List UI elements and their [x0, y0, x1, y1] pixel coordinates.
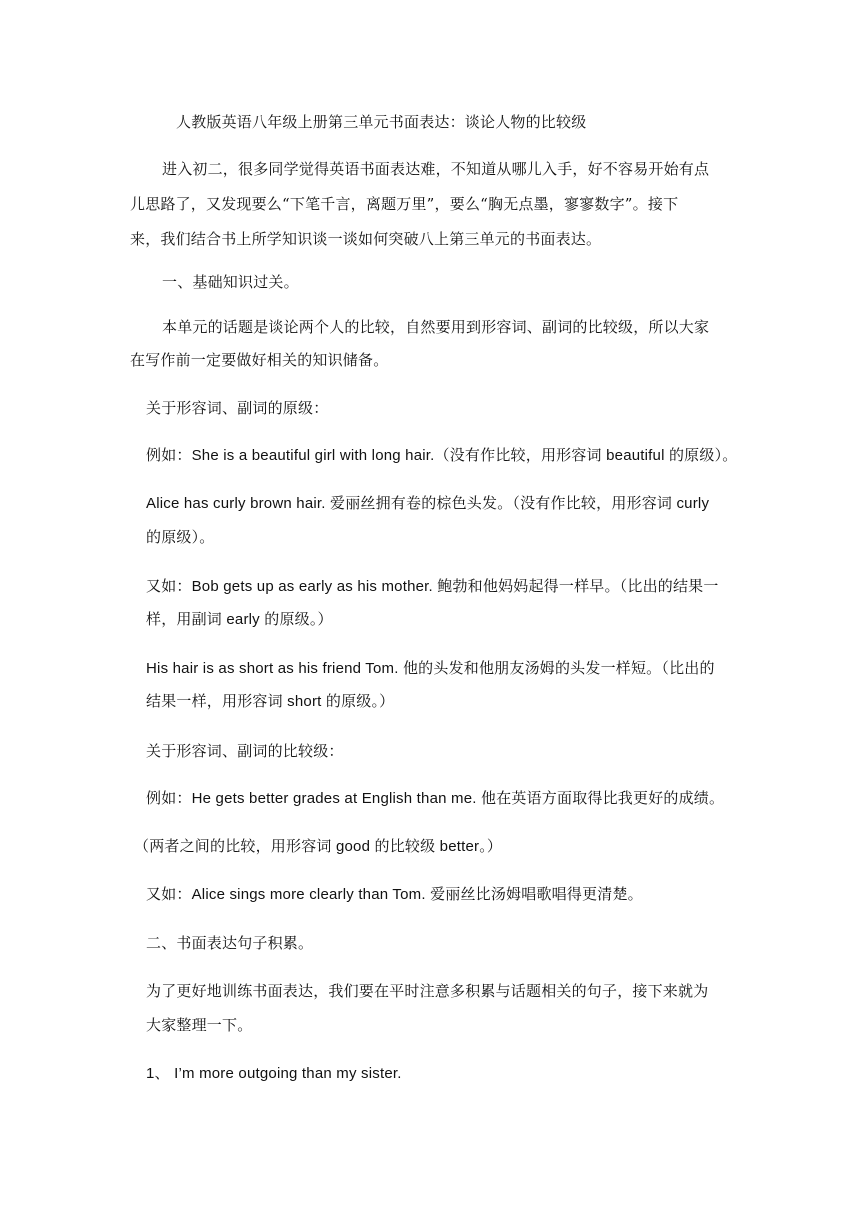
- section2-para-line-2: 大家整理一下。: [146, 1016, 253, 1034]
- comparative-example-3: 又如：Alice sings more clearly than Tom. 爱丽丝比汤姆唱歌唱得更清楚。: [146, 886, 643, 903]
- positive-example-4: 又如：Bob gets up as early as his mother. 鲍勃和他妈妈起得一样早。（比出的结果一: [146, 578, 719, 595]
- positive-example-3: 的原级）。: [146, 529, 215, 546]
- section1-para-line-1: 本单元的话题是谈论两个人的比较，自然要用到形容词、副词的比较级，所以大家: [162, 318, 710, 336]
- intro-line-3: 来，我们结合书上所学知识谈一谈如何突破八上第三单元的书面表达。: [130, 230, 602, 248]
- document-title: 人教版英语八年级上册第三单元书面表达：谈论人物的比较级: [176, 113, 587, 131]
- positive-example-6: His hair is as short as his friend Tom. 他的头发和他朋友汤姆的头发一样短。（比出的: [146, 660, 715, 677]
- comparative-example-2: （两者之间的比较，用形容词 good 的比较级 better。）: [134, 838, 503, 855]
- intro-line-2: 儿思路了，又发现要么“下笔千言，离题万里”，要么“胸无点墨，寥寥数字”。接下: [130, 195, 679, 213]
- positive-heading: 关于形容词、副词的原级：: [146, 399, 329, 417]
- comparative-example-1: 例如：He gets better grades at English than me. 他在英语方面取得比我更好的成绩。: [146, 790, 725, 807]
- positive-example-7: 结果一样，用形容词 short 的原级。）: [146, 693, 395, 710]
- positive-example-2: Alice has curly brown hair. 爱丽丝拥有卷的棕色头发。（没有作比较，用形容词 curly: [146, 495, 710, 512]
- section2-para-line-1: 为了更好地训练书面表达，我们要在平时注意多积累与话题相关的句子，接下来就为: [146, 982, 709, 1000]
- section1-para-line-2: 在写作前一定要做好相关的知识储备。: [130, 351, 389, 369]
- section1-heading: 一、基础知识过关。: [162, 273, 299, 291]
- comparative-heading: 关于形容词、副词的比较级：: [146, 742, 344, 760]
- intro-line-1: 进入初二，很多同学觉得英语书面表达难，不知道从哪儿入手，好不容易开始有点: [162, 160, 710, 178]
- section2-heading: 二、书面表达句子积累。: [146, 934, 314, 952]
- positive-example-5: 样，用副词 early 的原级。）: [146, 611, 333, 628]
- positive-example-1: 例如：She is a beautiful girl with long hair.（没有作比较，用形容词 beautiful 的原级）。: [146, 447, 738, 464]
- sentence-1: 1、 I’m more outgoing than my sister.: [146, 1065, 402, 1082]
